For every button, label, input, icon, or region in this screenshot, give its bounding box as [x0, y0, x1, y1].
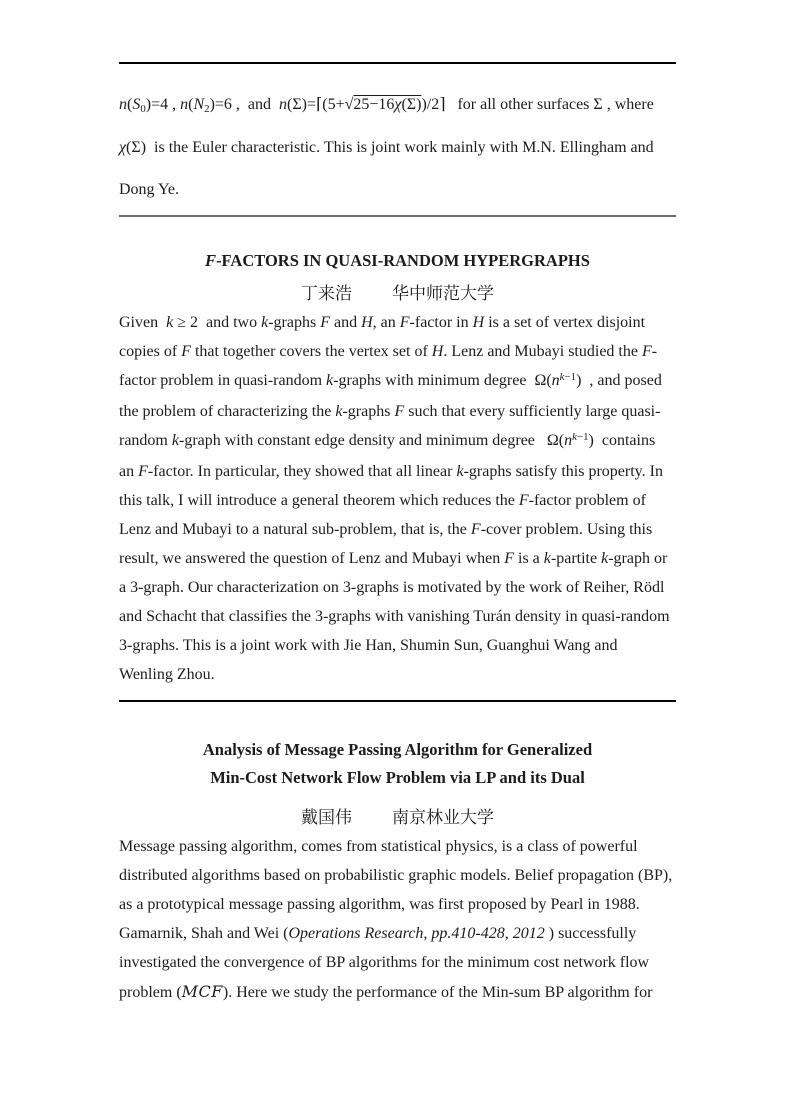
- text-line: Dong Ye.: [119, 181, 180, 198]
- author-affiliation: 华中师范大学: [392, 284, 494, 303]
- section-divider: [119, 700, 676, 702]
- text-line: random k-graph with constant edge density and minimum degree $\Omega(n^{k-1})$ contains: [119, 430, 656, 449]
- text-line: factor problem in quasi-random k-graphs with minimum degree $\Omega(n^{k-1})$ , and posed: [119, 370, 662, 389]
- abstract-title-hypergraphs: F-FACTORS IN QUASI-RANDOM HYPERGRAPHS: [205, 251, 590, 270]
- text-line: investigated the convergence of BP algorithms for the minimum cost network flow: [119, 954, 650, 971]
- header-rule: [119, 62, 676, 64]
- text-line: Gamarnik, Shah and Wei (Operations Research, pp.410-428, 2012 ) successfully: [119, 925, 637, 942]
- text-line: Wenling Zhou.: [119, 666, 215, 683]
- text-line: and Schacht that classifies the 3-graphs with vanishing Turán density in quasi-random: [119, 608, 670, 625]
- author-name: 丁来浩: [301, 284, 352, 303]
- text-line: copies of F that together covers the vertex set of H. Lenz and Mubayi studied the F-: [119, 343, 658, 360]
- text-line: this talk, I will introduce a general theorem which reduces the F-factor problem of: [119, 492, 646, 509]
- text-line: a 3-graph. Our characterization on 3-graphs is motivated by the work of Reiher, Rödl: [119, 579, 665, 596]
- text-line: distributed algorithms based on probabilistic graphic models. Belief propagation (BP),: [119, 867, 673, 884]
- author-line: [0, 279, 795, 304]
- title-line: Min-Cost Network Flow Problem via LP and its Dual: [210, 767, 585, 787]
- text-line: the problem of characterizing the k-graphs F such that every sufficiently large quasi-: [119, 403, 661, 420]
- text-line: Lenz and Mubayi to a natural sub-problem, that is, the F-cover problem. Using this: [119, 521, 653, 538]
- abstract-body-hypergraphs: [119, 308, 670, 689]
- formula-line: n(S0)=4 , n(N2)=6 , and n(Σ)=⌈(5+√25−16χ(Σ))/2⌉ for all other surfaces Σ , where: [119, 96, 654, 116]
- text-line: an F-factor. In particular, they showed that all linear k-graphs satisfy this property. In: [119, 463, 663, 480]
- section-divider: [119, 215, 676, 217]
- text-line: 3-graphs. This is a joint work with Jie Han, Shumin Sun, Guanghui Wang and: [119, 637, 618, 654]
- text-line: Given k ≥ 2 and two k-graphs F and H, an F-factor in H is a set of vertex disjoint: [119, 314, 646, 331]
- text-line: Message passing algorithm, comes from statistical physics, is a class of powerful: [119, 838, 638, 855]
- text-line: problem (MCF). Here we study the performance of the Min-sum BP algorithm for: [119, 982, 653, 1001]
- author-name: 戴国伟: [301, 808, 352, 827]
- text-line: result, we answered the question of Lenz and Mubayi when F is a k-partite k-graph or: [119, 550, 668, 567]
- abstract-body-message-passing: [119, 832, 672, 1007]
- author-line: [0, 803, 795, 828]
- text-line: as a prototypical message passing algorithm, was first proposed by Pearl in 1988.: [119, 896, 640, 913]
- abstract-continuation: [119, 84, 654, 211]
- text-line: χ(Σ) is the Euler characteristic. This is joint work mainly with M.N. Ellingham and: [119, 139, 654, 156]
- author-affiliation: 南京林业大学: [392, 808, 494, 827]
- title-line: Analysis of Message Passing Algorithm for Generalized: [202, 740, 593, 759]
- abstract-title-message-passing: [0, 736, 795, 791]
